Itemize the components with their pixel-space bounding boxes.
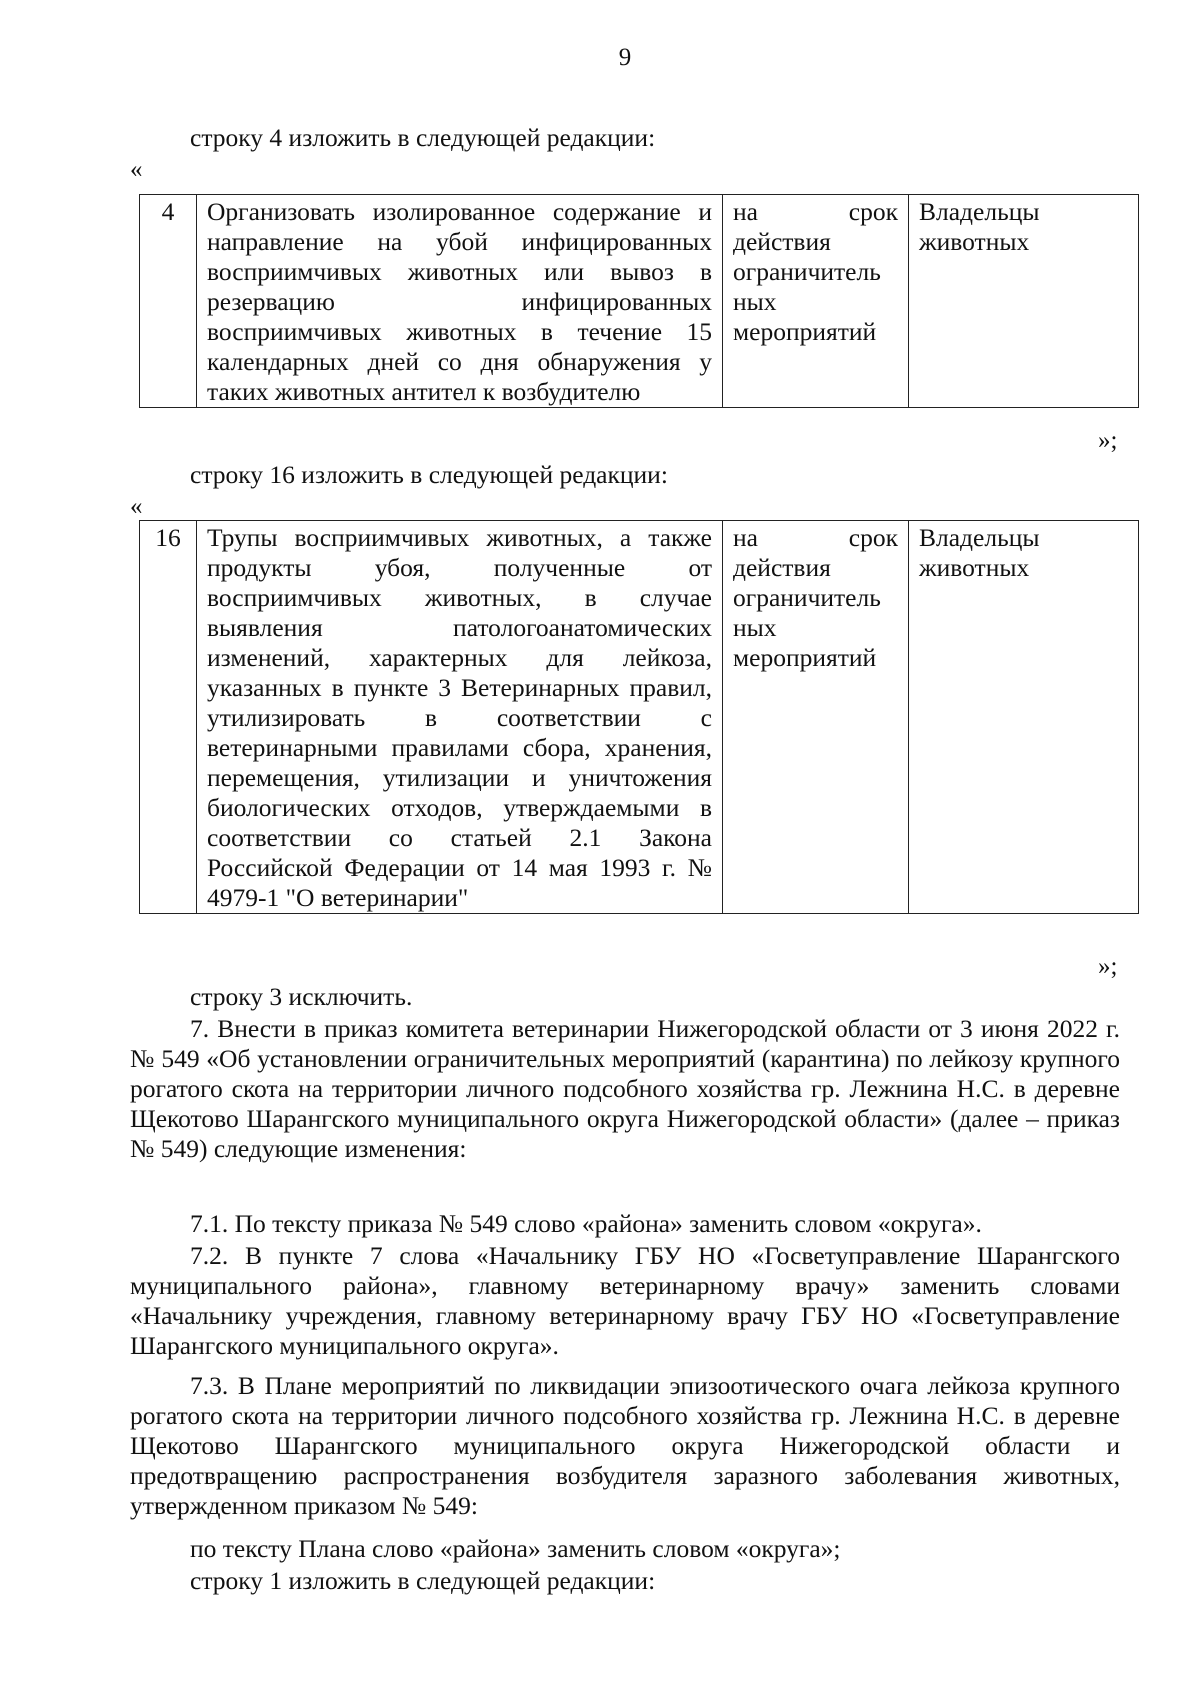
row-number: 4 — [140, 195, 197, 408]
intro-row16: строку 16 изложить в следующей редакции: — [190, 460, 668, 489]
row-action: Организовать изолированное содержание и направление на убой инфицированных восприимчивых животных или вывоз в резервацию инфицированных восприимчивых животных в течение 15 календарных дней со дня обнаружения у таких животных антител к возбудителю — [197, 195, 723, 408]
close-quote: »; — [1098, 953, 1118, 980]
close-quote: »; — [1098, 427, 1118, 454]
open-quote: « — [130, 493, 143, 520]
paragraph-7-1: 7.1. По тексту приказа № 549 слово «района» заменить словом «округа». — [190, 1209, 982, 1238]
table-row — [140, 195, 1139, 408]
row-number: 16 — [140, 521, 197, 914]
intro-row4: строку 4 изложить в следующей редакции: — [190, 123, 656, 152]
row-responsible: Владельцы животных — [909, 521, 1139, 914]
row-term: на срок действия ограничитель ных мероприятий — [723, 521, 909, 914]
paragraph-7: 7. Внести в приказ комитета ветеринарии Нижегородской области от 3 июня 2022 г. № 549 «Об установлении ограничительных мероприятий (карантина) по лейкозу крупного рогатого скота на территории личного подсобного хозяйства гр. Лежнина Н.С. в деревне Щекотово Шарангского муниципального округа Нижегородской области» (далее – приказ № 549) следующие изменения: — [130, 1014, 1120, 1163]
paragraph-7-3: 7.3. В Плане мероприятий по ликвидации эпизоотического очага лейкоза крупного рогатого скота на территории личного подсобного хозяйства гр. Лежнина Н.С. в деревне Щекотово Шарангского муниципального округа Нижегородской области и предотвращению распространения возбудителя заразного заболевания животных, утвержденном приказом № 549: — [130, 1371, 1120, 1520]
row-responsible: Владельцы животных — [909, 195, 1139, 408]
plan-text: по тексту Плана слово «района» заменить словом «округа»; — [190, 1534, 841, 1563]
table-row-4 — [139, 194, 1139, 408]
row3-exclude: строку 3 исключить. — [190, 982, 413, 1011]
row-action: Трупы восприимчивых животных, а также продукты убоя, полученные от восприимчивых животных, в случае выявления патологоанатомических изменений, характерных для лейкоза, указанных в пункте 3 Ветеринарных правил, утилизировать в соответствии с ветеринарными правилами сбора, хранения, перемещения, утилизации и уничтожения биологических отходов, утверждаемыми в соответствии со статьей 2.1 Закона Российской Федерации от 14 мая 1993 г. № 4979-1 "О ветеринарии" — [197, 521, 723, 914]
table-row — [140, 521, 1139, 914]
table-row-16 — [139, 520, 1139, 914]
page-number: 9 — [618, 44, 632, 71]
intro-row1: строку 1 изложить в следующей редакции: — [190, 1566, 656, 1595]
open-quote: « — [130, 156, 143, 183]
paragraph-7-2: 7.2. В пункте 7 слова «Начальнику ГБУ НО «Госветуправление Шарангского муниципального района», главному ветеринарному врачу» заменить словами «Начальнику учреждения, главному ветеринарному врачу ГБУ НО «Госветуправление Шарангского муниципального округа». — [130, 1241, 1120, 1360]
row-term: на срок действия ограничитель ных мероприятий — [723, 195, 909, 408]
